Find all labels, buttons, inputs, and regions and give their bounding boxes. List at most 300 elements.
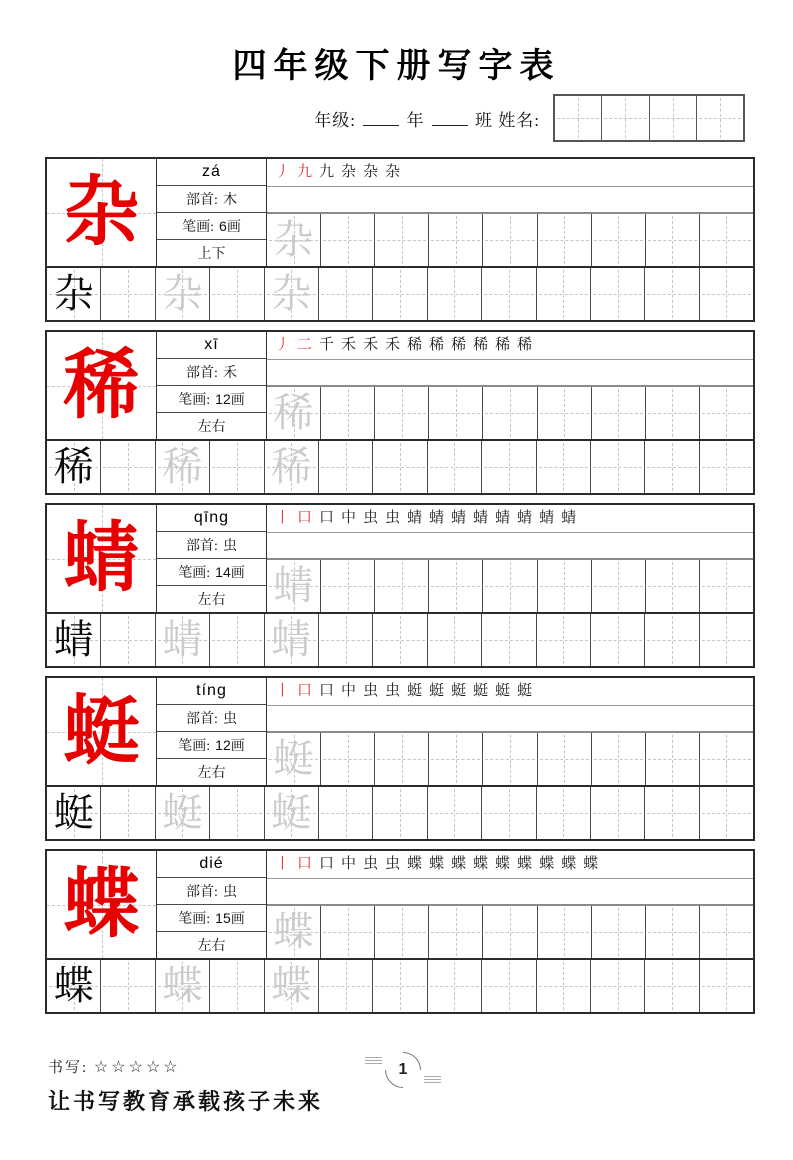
practice-cell: [699, 560, 753, 612]
spacer-band: [267, 360, 753, 385]
practice-cell: [536, 441, 590, 493]
main-character: 稀: [63, 343, 140, 428]
trace-character: 稀: [273, 390, 314, 435]
practice-cell: [155, 960, 209, 1012]
name-grid-cell: [649, 96, 696, 140]
model-character: 稀: [53, 444, 94, 489]
stroke-step: 口: [297, 510, 313, 526]
spacer-band: [267, 879, 753, 904]
radical-value: 虫: [222, 712, 237, 727]
practice-cell: [482, 560, 536, 612]
model-character: 蜓: [53, 790, 94, 835]
practice-cell: [427, 441, 481, 493]
stroke-order-band: [267, 851, 753, 879]
practice-grid-bottom: [47, 958, 753, 1012]
rating-stars-icon: ☆☆☆☆☆: [93, 1059, 181, 1076]
strokes-row: [157, 732, 266, 759]
practice-cell: [100, 960, 154, 1012]
structure-row: [157, 240, 266, 266]
practice-cell: [372, 441, 426, 493]
practice-cell: [428, 214, 482, 266]
practice-cell: [591, 906, 645, 958]
stroke-step: 蜓: [517, 683, 533, 699]
class-suffix: 班: [475, 110, 494, 130]
stroke-step: 蜻: [451, 510, 467, 526]
trace-character: 杂: [271, 271, 312, 316]
grade-label: 年级:: [314, 110, 357, 130]
practice-cell: [209, 268, 263, 320]
practice-cell: [155, 268, 209, 320]
practice-cell: [372, 268, 426, 320]
footer-slogan: 让书写教育承载孩子未来: [48, 1089, 324, 1114]
pinyin-row: [157, 332, 266, 359]
pinyin-row: [157, 505, 266, 532]
stroke-step: 禾: [341, 337, 357, 353]
name-entry-grid: [553, 94, 745, 142]
strokes-suffix: 画: [230, 739, 245, 754]
radical-label: 部首:: [186, 712, 218, 727]
practice-cell: [645, 387, 699, 439]
practice-cell: [481, 960, 535, 1012]
practice-cell: [699, 906, 753, 958]
radical-label: 部首:: [186, 885, 218, 900]
model-character: 蝶: [53, 963, 94, 1008]
stroke-step: 蜻: [429, 510, 445, 526]
practice-cell: [699, 214, 753, 266]
stroke-step: 蜓: [495, 683, 511, 699]
stroke-step: 稀: [451, 337, 467, 353]
practice-cell: [428, 906, 482, 958]
pinyin: zá: [202, 163, 221, 180]
practice-cell: [537, 560, 591, 612]
character-info: [157, 159, 267, 266]
practice-cell: [590, 960, 644, 1012]
main-character: 蜓: [63, 689, 140, 774]
name-grid-cell: [601, 96, 648, 140]
practice-cell: [264, 787, 318, 839]
practice-cell: [267, 733, 320, 785]
stroke-step: 稀: [517, 337, 533, 353]
radical-row: [157, 186, 266, 213]
stroke-step: 虫: [385, 856, 401, 872]
character-info: [157, 505, 267, 612]
class-blank: [432, 112, 468, 126]
practice-cell: [645, 733, 699, 785]
practice-cell: [428, 560, 482, 612]
strokes-row: [157, 905, 266, 932]
practice-cell: [427, 787, 481, 839]
stroke-step: 蜻: [495, 510, 511, 526]
trace-character: 蜻: [271, 617, 312, 662]
practice-cell: [372, 614, 426, 666]
practice-cell: [155, 441, 209, 493]
practice-cell: [427, 614, 481, 666]
stroke-step: 蜓: [473, 683, 489, 699]
main-character: 杂: [63, 170, 140, 255]
strokes-value: 6: [219, 218, 227, 234]
trace-character: 稀: [162, 444, 203, 489]
practice-cell: [209, 787, 263, 839]
practice-cell: [372, 787, 426, 839]
model-character: 杂: [53, 271, 94, 316]
stroke-step: 蝶: [495, 856, 511, 872]
character-info: [157, 851, 267, 958]
stroke-step: 蝶: [539, 856, 555, 872]
strokes-label: 笔画:: [182, 220, 215, 235]
practice-cell: [267, 560, 320, 612]
practice-grid-bottom: [47, 785, 753, 839]
structure-value: 左右: [197, 420, 226, 435]
stroke-step: 蜻: [561, 510, 577, 526]
practice-grid-top: [267, 731, 753, 785]
character-info: [157, 332, 267, 439]
character-blocks: [45, 157, 755, 1014]
stroke-step: 丨: [275, 856, 291, 872]
page-title: 四年级下册写字表: [232, 48, 561, 85]
structure-row: [157, 413, 266, 439]
grade-class-name-line: [314, 106, 540, 131]
stroke-step: 蝶: [583, 856, 599, 872]
practice-cell: [209, 960, 263, 1012]
stroke-step: 杂: [363, 164, 379, 180]
main-character-cell: [47, 851, 157, 958]
practice-cell: [591, 387, 645, 439]
practice-cell: [318, 441, 372, 493]
name-label: 姓名:: [498, 110, 540, 130]
year-suffix: 年: [406, 110, 425, 130]
stroke-step: 中: [341, 510, 357, 526]
stroke-step: 稀: [495, 337, 511, 353]
structure-value: 左右: [197, 939, 226, 954]
practice-cell: [374, 214, 428, 266]
practice-cell: [536, 268, 590, 320]
practice-cell: [590, 268, 644, 320]
practice-cell: [209, 441, 263, 493]
stroke-order-band: [267, 332, 753, 360]
practice-cell: [645, 906, 699, 958]
main-character: 蝶: [63, 862, 140, 947]
name-grid-cell: [555, 96, 601, 140]
practice-cell: [428, 387, 482, 439]
practice-cell: [536, 614, 590, 666]
radical-value: 虫: [222, 885, 237, 900]
stroke-step: 丿: [275, 164, 291, 180]
structure-row: [157, 586, 266, 612]
practice-cell: [699, 733, 753, 785]
practice-cell: [427, 268, 481, 320]
writing-label: 书写:: [48, 1060, 89, 1076]
character-info: [157, 678, 267, 785]
practice-cell: [482, 387, 536, 439]
character-block: [45, 676, 755, 841]
strokes-row: [157, 386, 266, 413]
spacer-band: [267, 706, 753, 731]
structure-row: [157, 932, 266, 958]
practice-cell: [537, 733, 591, 785]
strokes-value: 12: [215, 737, 231, 753]
stroke-step: 禾: [385, 337, 401, 353]
practice-cell: [100, 614, 154, 666]
practice-cell: [374, 906, 428, 958]
practice-cell: [209, 614, 263, 666]
practice-cell: [264, 441, 318, 493]
radical-label: 部首:: [186, 193, 218, 208]
practice-cell: [481, 441, 535, 493]
practice-grid-top: [267, 558, 753, 612]
practice-cell: [320, 387, 374, 439]
practice-cell: [482, 214, 536, 266]
stroke-step: 二: [297, 337, 313, 353]
practice-grid-top: [267, 385, 753, 439]
main-character-cell: [47, 159, 157, 266]
stroke-step: 虫: [363, 510, 379, 526]
stroke-step: 蝶: [429, 856, 445, 872]
practice-cell: [699, 387, 753, 439]
practice-cell: [264, 960, 318, 1012]
practice-cell: [47, 441, 100, 493]
stroke-step: 九: [319, 164, 335, 180]
radical-label: 部首:: [186, 539, 218, 554]
structure-value: 上下: [197, 247, 226, 262]
practice-cell: [267, 387, 320, 439]
stroke-step: 禾: [363, 337, 379, 353]
practice-cell: [537, 214, 591, 266]
practice-cell: [100, 441, 154, 493]
strokes-row: [157, 213, 266, 240]
stroke-order-band: [267, 678, 753, 706]
practice-grid-bottom: [47, 266, 753, 320]
pinyin: dié: [199, 855, 224, 872]
pinyin: xī: [204, 336, 219, 353]
stroke-step: 口: [319, 856, 335, 872]
name-grid-cell: [696, 96, 743, 140]
stroke-step: 蜓: [429, 683, 445, 699]
pinyin: qīng: [193, 509, 230, 526]
practice-cell: [320, 560, 374, 612]
practice-cell: [320, 214, 374, 266]
stroke-step: 口: [319, 683, 335, 699]
strokes-label: 笔画:: [178, 739, 211, 754]
practice-cell: [645, 214, 699, 266]
stroke-step: 虫: [385, 510, 401, 526]
grade-year-blank: [363, 112, 399, 126]
radical-value: 禾: [222, 366, 237, 381]
stroke-step: 蜻: [473, 510, 489, 526]
practice-cell: [267, 214, 320, 266]
stroke-step: 稀: [473, 337, 489, 353]
radical-value: 木: [222, 193, 237, 208]
practice-cell: [591, 560, 645, 612]
stroke-step: 虫: [385, 683, 401, 699]
spacer-band: [267, 533, 753, 558]
stroke-step: 口: [297, 683, 313, 699]
strokes-suffix: 画: [230, 393, 245, 408]
trace-character: 蝶: [273, 909, 314, 954]
strokes-row: [157, 559, 266, 586]
stroke-step: 蜻: [407, 510, 423, 526]
structure-row: [157, 759, 266, 785]
practice-cell: [47, 787, 100, 839]
stroke-step: 稀: [407, 337, 423, 353]
practice-cell: [536, 787, 590, 839]
practice-cell: [427, 960, 481, 1012]
trace-character: 杂: [273, 217, 314, 262]
spacer-band: [267, 187, 753, 212]
practice-grid-top: [267, 212, 753, 266]
character-block: [45, 157, 755, 322]
practice-cell: [100, 268, 154, 320]
trace-character: 蜓: [271, 790, 312, 835]
pinyin-row: [157, 851, 266, 878]
practice-grid-bottom: [47, 439, 753, 493]
stroke-step: 口: [319, 510, 335, 526]
stroke-order-band: [267, 159, 753, 187]
radical-label: 部首:: [186, 366, 218, 381]
stroke-step: 虫: [363, 856, 379, 872]
page-footer: [48, 1056, 745, 1116]
practice-cell: [428, 733, 482, 785]
strokes-label: 笔画:: [178, 566, 211, 581]
model-character: 蜻: [53, 617, 94, 662]
pinyin-row: [157, 159, 266, 186]
strokes-suffix: 画: [230, 912, 245, 927]
stroke-step: 蜻: [539, 510, 555, 526]
practice-cell: [100, 787, 154, 839]
radical-row: [157, 359, 266, 386]
practice-cell: [644, 614, 698, 666]
stroke-step: 蝶: [561, 856, 577, 872]
trace-character: 蜓: [162, 790, 203, 835]
practice-cell: [644, 441, 698, 493]
practice-cell: [320, 906, 374, 958]
strokes-label: 笔画:: [178, 912, 211, 927]
practice-cell: [155, 787, 209, 839]
practice-cell: [320, 733, 374, 785]
character-block: [45, 330, 755, 495]
trace-character: 蜓: [273, 736, 314, 781]
stroke-step: 口: [297, 856, 313, 872]
practice-cell: [481, 787, 535, 839]
strokes-value: 12: [215, 391, 231, 407]
practice-cell: [47, 614, 100, 666]
meta-row: [0, 93, 793, 143]
trace-character: 蜻: [162, 617, 203, 662]
radical-row: [157, 705, 266, 732]
stroke-step: 蜻: [517, 510, 533, 526]
practice-cell: [481, 268, 535, 320]
practice-cell: [481, 614, 535, 666]
practice-cell: [374, 560, 428, 612]
practice-cell: [155, 614, 209, 666]
stroke-step: 杂: [385, 164, 401, 180]
practice-cell: [591, 733, 645, 785]
practice-cell: [264, 614, 318, 666]
trace-character: 蝶: [162, 963, 203, 1008]
practice-cell: [264, 268, 318, 320]
main-character-cell: [47, 678, 157, 785]
stroke-step: 蜓: [451, 683, 467, 699]
practice-cell: [590, 787, 644, 839]
radical-value: 虫: [222, 539, 237, 554]
main-character-cell: [47, 505, 157, 612]
practice-cell: [536, 960, 590, 1012]
practice-cell: [699, 268, 753, 320]
page-number-badge: [385, 1052, 421, 1088]
character-block: [45, 849, 755, 1014]
stroke-step: 中: [341, 683, 357, 699]
practice-cell: [644, 960, 698, 1012]
trace-character: 蝶: [271, 963, 312, 1008]
speed-dash-icon: [365, 1057, 382, 1064]
structure-value: 左右: [197, 766, 226, 781]
strokes-value: 14: [215, 564, 231, 580]
practice-cell: [318, 614, 372, 666]
stroke-step: 蝶: [451, 856, 467, 872]
stroke-step: 千: [319, 337, 335, 353]
main-character: 蜻: [63, 516, 140, 601]
trace-character: 稀: [271, 444, 312, 489]
practice-cell: [590, 441, 644, 493]
radical-row: [157, 878, 266, 905]
pinyin: tíng: [196, 682, 227, 699]
strokes-suffix: 画: [226, 220, 241, 235]
practice-cell: [645, 560, 699, 612]
practice-cell: [318, 787, 372, 839]
stroke-order-band: [267, 505, 753, 533]
stroke-step: 丨: [275, 510, 291, 526]
trace-character: 蜻: [273, 563, 314, 608]
strokes-value: 15: [215, 910, 231, 926]
stroke-step: 蜓: [407, 683, 423, 699]
trace-character: 杂: [162, 271, 203, 316]
stroke-step: 丿: [275, 337, 291, 353]
main-character-cell: [47, 332, 157, 439]
stroke-step: 丨: [275, 683, 291, 699]
practice-cell: [699, 614, 753, 666]
stroke-step: 杂: [341, 164, 357, 180]
character-block: [45, 503, 755, 668]
practice-cell: [318, 268, 372, 320]
page-number: 1: [398, 1061, 408, 1078]
structure-value: 左右: [197, 593, 226, 608]
strokes-label: 笔画:: [178, 393, 211, 408]
practice-cell: [482, 733, 536, 785]
practice-cell: [590, 614, 644, 666]
practice-cell: [374, 387, 428, 439]
practice-cell: [537, 387, 591, 439]
practice-cell: [699, 441, 753, 493]
stroke-step: 蝶: [473, 856, 489, 872]
radical-row: [157, 532, 266, 559]
practice-cell: [47, 268, 100, 320]
speed-dash-icon: [424, 1076, 441, 1083]
practice-cell: [644, 268, 698, 320]
stroke-step: 虫: [363, 683, 379, 699]
practice-cell: [537, 906, 591, 958]
practice-cell: [372, 960, 426, 1012]
practice-cell: [267, 906, 320, 958]
strokes-suffix: 画: [230, 566, 245, 581]
stroke-step: 蝶: [407, 856, 423, 872]
stroke-step: 稀: [429, 337, 445, 353]
stroke-step: 中: [341, 856, 357, 872]
practice-cell: [699, 960, 753, 1012]
practice-cell: [482, 906, 536, 958]
practice-cell: [644, 787, 698, 839]
practice-cell: [318, 960, 372, 1012]
practice-grid-top: [267, 904, 753, 958]
practice-grid-bottom: [47, 612, 753, 666]
